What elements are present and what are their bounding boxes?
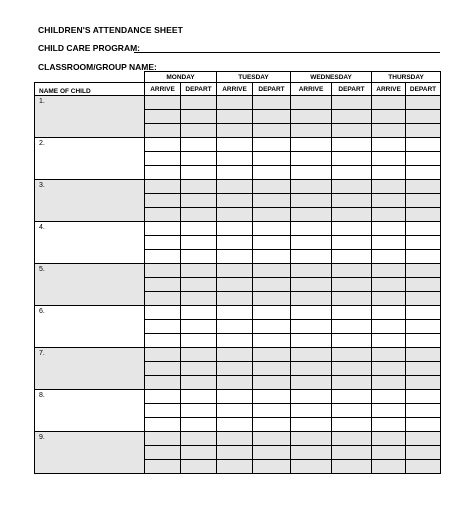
- depart-time-cell[interactable]: [253, 124, 291, 138]
- depart-time-cell[interactable]: [406, 334, 441, 348]
- depart-time-cell[interactable]: [332, 362, 372, 376]
- depart-time-cell[interactable]: [406, 348, 441, 362]
- arrive-time-cell[interactable]: [291, 306, 332, 320]
- arrive-time-cell[interactable]: [217, 306, 253, 320]
- arrive-time-cell[interactable]: [145, 292, 181, 306]
- depart-time-cell[interactable]: [332, 138, 372, 152]
- depart-time-cell[interactable]: [181, 376, 217, 390]
- depart-time-cell[interactable]: [406, 96, 441, 110]
- arrive-time-cell[interactable]: [217, 138, 253, 152]
- depart-time-cell[interactable]: [181, 432, 217, 446]
- arrive-time-cell[interactable]: [372, 292, 406, 306]
- depart-time-cell[interactable]: [253, 138, 291, 152]
- arrive-time-cell[interactable]: [145, 124, 181, 138]
- depart-time-cell[interactable]: [253, 194, 291, 208]
- depart-time-cell[interactable]: [332, 390, 372, 404]
- child-name-cell[interactable]: 1.: [35, 96, 145, 138]
- depart-time-cell[interactable]: [406, 222, 441, 236]
- depart-time-cell[interactable]: [253, 348, 291, 362]
- depart-time-cell[interactable]: [332, 446, 372, 460]
- depart-time-cell[interactable]: [406, 460, 441, 474]
- arrive-time-cell[interactable]: [291, 418, 332, 432]
- arrive-time-cell[interactable]: [372, 390, 406, 404]
- depart-time-cell[interactable]: [406, 264, 441, 278]
- depart-time-cell[interactable]: [406, 138, 441, 152]
- depart-time-cell[interactable]: [253, 236, 291, 250]
- depart-header: DEPART: [253, 83, 291, 96]
- arrive-time-cell[interactable]: [217, 320, 253, 334]
- depart-time-cell[interactable]: [181, 208, 217, 222]
- arrive-time-cell[interactable]: [372, 236, 406, 250]
- arrive-time-cell[interactable]: [217, 334, 253, 348]
- depart-header: DEPART: [406, 83, 441, 96]
- depart-time-cell[interactable]: [253, 152, 291, 166]
- arrive-time-cell[interactable]: [145, 180, 181, 194]
- depart-time-cell[interactable]: [253, 418, 291, 432]
- arrive-time-cell[interactable]: [291, 208, 332, 222]
- depart-time-cell[interactable]: [181, 292, 217, 306]
- arrive-time-cell[interactable]: [372, 320, 406, 334]
- depart-time-cell[interactable]: [253, 180, 291, 194]
- arrive-time-cell[interactable]: [145, 446, 181, 460]
- arrive-time-cell[interactable]: [145, 460, 181, 474]
- arrive-time-cell[interactable]: [372, 110, 406, 124]
- depart-time-cell[interactable]: [181, 194, 217, 208]
- arrive-time-cell[interactable]: [291, 166, 332, 180]
- depart-time-cell[interactable]: [406, 124, 441, 138]
- arrive-time-cell[interactable]: [291, 180, 332, 194]
- arrive-time-cell[interactable]: [291, 432, 332, 446]
- day-header-wednesday: WEDNESDAY: [291, 72, 372, 83]
- arrive-time-cell[interactable]: [217, 250, 253, 264]
- depart-time-cell[interactable]: [406, 278, 441, 292]
- depart-time-cell[interactable]: [181, 222, 217, 236]
- arrive-time-cell[interactable]: [291, 264, 332, 278]
- arrive-time-cell[interactable]: [145, 110, 181, 124]
- arrive-time-cell[interactable]: [291, 152, 332, 166]
- child-name-cell[interactable]: 9.: [35, 432, 145, 474]
- arrive-time-cell[interactable]: [372, 278, 406, 292]
- arrive-time-cell[interactable]: [372, 348, 406, 362]
- arrive-time-cell[interactable]: [145, 334, 181, 348]
- sub-header-row: [35, 83, 441, 96]
- depart-time-cell[interactable]: [181, 264, 217, 278]
- arrive-time-cell[interactable]: [372, 138, 406, 152]
- child-name-cell[interactable]: 4.: [35, 222, 145, 264]
- arrive-time-cell[interactable]: [291, 362, 332, 376]
- depart-time-cell[interactable]: [332, 250, 372, 264]
- depart-time-cell[interactable]: [181, 418, 217, 432]
- depart-time-cell[interactable]: [181, 124, 217, 138]
- arrive-time-cell[interactable]: [145, 348, 181, 362]
- arrive-time-cell[interactable]: [291, 278, 332, 292]
- arrive-time-cell[interactable]: [145, 362, 181, 376]
- child-name-cell[interactable]: 3.: [35, 180, 145, 222]
- arrive-time-cell[interactable]: [217, 180, 253, 194]
- depart-time-cell[interactable]: [181, 348, 217, 362]
- depart-time-cell[interactable]: [181, 460, 217, 474]
- depart-time-cell[interactable]: [253, 208, 291, 222]
- child-sub-row: [35, 390, 441, 404]
- depart-time-cell[interactable]: [253, 460, 291, 474]
- arrive-time-cell[interactable]: [372, 306, 406, 320]
- arrive-time-cell[interactable]: [291, 376, 332, 390]
- depart-time-cell[interactable]: [332, 166, 372, 180]
- arrive-time-cell[interactable]: [291, 404, 332, 418]
- arrive-time-cell[interactable]: [291, 96, 332, 110]
- depart-time-cell[interactable]: [253, 334, 291, 348]
- depart-time-cell[interactable]: [332, 124, 372, 138]
- arrive-time-cell[interactable]: [145, 320, 181, 334]
- day-header-monday: MONDAY: [145, 72, 217, 83]
- arrive-time-cell[interactable]: [217, 194, 253, 208]
- child-sub-row: [35, 138, 441, 152]
- depart-time-cell[interactable]: [181, 152, 217, 166]
- depart-time-cell[interactable]: [406, 208, 441, 222]
- depart-time-cell[interactable]: [406, 376, 441, 390]
- arrive-time-cell[interactable]: [217, 404, 253, 418]
- child-sub-row: [35, 180, 441, 194]
- arrive-time-cell[interactable]: [217, 292, 253, 306]
- arrive-header: ARRIVE: [291, 83, 332, 96]
- depart-time-cell[interactable]: [181, 138, 217, 152]
- corner-cell: [35, 72, 145, 83]
- arrive-time-cell[interactable]: [291, 222, 332, 236]
- arrive-time-cell[interactable]: [372, 96, 406, 110]
- depart-time-cell[interactable]: [406, 292, 441, 306]
- arrive-time-cell[interactable]: [145, 208, 181, 222]
- depart-time-cell[interactable]: [253, 264, 291, 278]
- arrive-time-cell[interactable]: [145, 278, 181, 292]
- depart-time-cell[interactable]: [332, 292, 372, 306]
- depart-time-cell[interactable]: [332, 306, 372, 320]
- depart-time-cell[interactable]: [181, 390, 217, 404]
- arrive-time-cell[interactable]: [291, 110, 332, 124]
- depart-time-cell[interactable]: [181, 404, 217, 418]
- depart-time-cell[interactable]: [253, 390, 291, 404]
- depart-time-cell[interactable]: [332, 432, 372, 446]
- day-header-tuesday: TUESDAY: [217, 72, 291, 83]
- child-name-cell[interactable]: 6.: [35, 306, 145, 348]
- depart-time-cell[interactable]: [406, 418, 441, 432]
- arrive-time-cell[interactable]: [145, 390, 181, 404]
- depart-time-cell[interactable]: [406, 306, 441, 320]
- arrive-time-cell[interactable]: [217, 124, 253, 138]
- depart-time-cell[interactable]: [332, 194, 372, 208]
- depart-time-cell[interactable]: [253, 404, 291, 418]
- depart-time-cell[interactable]: [253, 362, 291, 376]
- child-name-cell[interactable]: 8.: [35, 390, 145, 432]
- arrive-time-cell[interactable]: [291, 460, 332, 474]
- arrive-time-cell[interactable]: [217, 418, 253, 432]
- arrive-time-cell[interactable]: [291, 236, 332, 250]
- arrive-time-cell[interactable]: [372, 222, 406, 236]
- arrive-time-cell[interactable]: [145, 138, 181, 152]
- arrive-time-cell[interactable]: [145, 404, 181, 418]
- arrive-time-cell[interactable]: [217, 110, 253, 124]
- depart-time-cell[interactable]: [406, 320, 441, 334]
- depart-time-cell[interactable]: [332, 348, 372, 362]
- depart-time-cell[interactable]: [253, 250, 291, 264]
- depart-time-cell[interactable]: [332, 264, 372, 278]
- depart-time-cell[interactable]: [181, 110, 217, 124]
- arrive-time-cell[interactable]: [217, 432, 253, 446]
- arrive-time-cell[interactable]: [217, 348, 253, 362]
- arrive-time-cell[interactable]: [145, 96, 181, 110]
- arrive-time-cell[interactable]: [372, 124, 406, 138]
- arrive-header: ARRIVE: [145, 83, 181, 96]
- depart-time-cell[interactable]: [253, 320, 291, 334]
- program-label: CHILD CARE PROGRAM:: [38, 43, 140, 53]
- arrive-time-cell[interactable]: [217, 264, 253, 278]
- name-of-child-header: NAME OF CHILD: [35, 83, 145, 96]
- depart-time-cell[interactable]: [253, 110, 291, 124]
- arrive-time-cell[interactable]: [291, 390, 332, 404]
- program-field: [38, 43, 140, 53]
- arrive-time-cell[interactable]: [145, 264, 181, 278]
- arrive-time-cell[interactable]: [217, 460, 253, 474]
- arrive-time-cell[interactable]: [372, 250, 406, 264]
- depart-time-cell[interactable]: [253, 222, 291, 236]
- depart-time-cell[interactable]: [181, 362, 217, 376]
- depart-time-cell[interactable]: [181, 180, 217, 194]
- arrive-time-cell[interactable]: [291, 194, 332, 208]
- arrive-time-cell[interactable]: [145, 306, 181, 320]
- arrive-time-cell[interactable]: [145, 376, 181, 390]
- arrive-time-cell[interactable]: [291, 334, 332, 348]
- depart-time-cell[interactable]: [332, 460, 372, 474]
- depart-time-cell[interactable]: [253, 432, 291, 446]
- child-sub-row: [35, 432, 441, 446]
- depart-time-cell[interactable]: [332, 320, 372, 334]
- depart-time-cell[interactable]: [332, 404, 372, 418]
- arrive-time-cell[interactable]: [291, 446, 332, 460]
- arrive-time-cell[interactable]: [372, 166, 406, 180]
- depart-time-cell[interactable]: [181, 236, 217, 250]
- arrive-time-cell[interactable]: [145, 418, 181, 432]
- depart-time-cell[interactable]: [253, 376, 291, 390]
- arrive-time-cell[interactable]: [291, 320, 332, 334]
- depart-time-cell[interactable]: [406, 152, 441, 166]
- attendance-table: [34, 71, 441, 474]
- depart-time-cell[interactable]: [332, 222, 372, 236]
- depart-time-cell[interactable]: [181, 320, 217, 334]
- arrive-time-cell[interactable]: [145, 152, 181, 166]
- child-sub-row: [35, 264, 441, 278]
- depart-time-cell[interactable]: [332, 180, 372, 194]
- depart-time-cell[interactable]: [406, 404, 441, 418]
- arrive-time-cell[interactable]: [145, 432, 181, 446]
- arrive-time-cell[interactable]: [217, 96, 253, 110]
- depart-time-cell[interactable]: [253, 166, 291, 180]
- day-header-thursday: THURSDAY: [372, 72, 441, 83]
- arrive-time-cell[interactable]: [372, 418, 406, 432]
- arrive-time-cell[interactable]: [372, 180, 406, 194]
- depart-time-cell[interactable]: [253, 278, 291, 292]
- depart-time-cell[interactable]: [406, 236, 441, 250]
- arrive-time-cell[interactable]: [217, 222, 253, 236]
- child-sub-row: [35, 306, 441, 320]
- depart-time-cell[interactable]: [253, 446, 291, 460]
- arrive-time-cell[interactable]: [217, 236, 253, 250]
- classroom-label: CLASSROOM/GROUP NAME:: [38, 62, 157, 72]
- arrive-time-cell[interactable]: [217, 362, 253, 376]
- arrive-time-cell[interactable]: [372, 194, 406, 208]
- depart-time-cell[interactable]: [181, 250, 217, 264]
- child-name-cell[interactable]: 5.: [35, 264, 145, 306]
- arrive-time-cell[interactable]: [291, 292, 332, 306]
- depart-time-cell[interactable]: [181, 446, 217, 460]
- arrive-header: ARRIVE: [217, 83, 253, 96]
- arrive-time-cell[interactable]: [291, 138, 332, 152]
- depart-time-cell[interactable]: [181, 166, 217, 180]
- sheet-title: CHILDREN'S ATTENDANCE SHEET: [38, 25, 183, 35]
- depart-time-cell[interactable]: [406, 446, 441, 460]
- depart-time-cell[interactable]: [332, 96, 372, 110]
- arrive-time-cell[interactable]: [145, 194, 181, 208]
- arrive-time-cell[interactable]: [291, 348, 332, 362]
- arrive-time-cell[interactable]: [372, 152, 406, 166]
- arrive-time-cell[interactable]: [217, 390, 253, 404]
- depart-time-cell[interactable]: [332, 278, 372, 292]
- arrive-time-cell[interactable]: [372, 432, 406, 446]
- child-name-cell[interactable]: 7.: [35, 348, 145, 390]
- arrive-time-cell[interactable]: [217, 446, 253, 460]
- depart-time-cell[interactable]: [406, 166, 441, 180]
- depart-time-cell[interactable]: [332, 376, 372, 390]
- depart-time-cell[interactable]: [406, 432, 441, 446]
- depart-time-cell[interactable]: [406, 390, 441, 404]
- arrive-time-cell[interactable]: [145, 236, 181, 250]
- depart-time-cell[interactable]: [181, 334, 217, 348]
- depart-time-cell[interactable]: [406, 362, 441, 376]
- depart-time-cell[interactable]: [181, 96, 217, 110]
- arrive-time-cell[interactable]: [372, 376, 406, 390]
- arrive-time-cell[interactable]: [372, 404, 406, 418]
- arrive-time-cell[interactable]: [372, 334, 406, 348]
- depart-time-cell[interactable]: [332, 110, 372, 124]
- arrive-time-cell[interactable]: [145, 222, 181, 236]
- program-input-line[interactable]: [134, 52, 440, 53]
- day-header-row: [35, 72, 441, 83]
- depart-time-cell[interactable]: [332, 418, 372, 432]
- arrive-time-cell[interactable]: [217, 166, 253, 180]
- arrive-time-cell[interactable]: [145, 166, 181, 180]
- depart-time-cell[interactable]: [253, 292, 291, 306]
- arrive-time-cell[interactable]: [372, 460, 406, 474]
- depart-time-cell[interactable]: [253, 96, 291, 110]
- depart-time-cell[interactable]: [181, 306, 217, 320]
- arrive-time-cell[interactable]: [217, 152, 253, 166]
- arrive-time-cell[interactable]: [217, 278, 253, 292]
- depart-time-cell[interactable]: [406, 110, 441, 124]
- arrive-time-cell[interactable]: [372, 264, 406, 278]
- child-name-cell[interactable]: 2.: [35, 138, 145, 180]
- arrive-time-cell[interactable]: [291, 124, 332, 138]
- depart-time-cell[interactable]: [332, 208, 372, 222]
- arrive-time-cell[interactable]: [217, 376, 253, 390]
- depart-time-cell[interactable]: [332, 236, 372, 250]
- arrive-time-cell[interactable]: [372, 208, 406, 222]
- arrive-time-cell[interactable]: [145, 250, 181, 264]
- arrive-time-cell[interactable]: [372, 446, 406, 460]
- depart-header: DEPART: [181, 83, 217, 96]
- child-sub-row: [35, 222, 441, 236]
- depart-time-cell[interactable]: [332, 334, 372, 348]
- arrive-header: ARRIVE: [372, 83, 406, 96]
- depart-time-cell[interactable]: [406, 194, 441, 208]
- child-sub-row: [35, 348, 441, 362]
- depart-header: DEPART: [332, 83, 372, 96]
- child-sub-row: [35, 96, 441, 110]
- depart-time-cell[interactable]: [332, 152, 372, 166]
- arrive-time-cell[interactable]: [217, 208, 253, 222]
- depart-time-cell[interactable]: [406, 180, 441, 194]
- depart-time-cell[interactable]: [406, 250, 441, 264]
- arrive-time-cell[interactable]: [291, 250, 332, 264]
- depart-time-cell[interactable]: [181, 278, 217, 292]
- arrive-time-cell[interactable]: [372, 362, 406, 376]
- depart-time-cell[interactable]: [253, 306, 291, 320]
